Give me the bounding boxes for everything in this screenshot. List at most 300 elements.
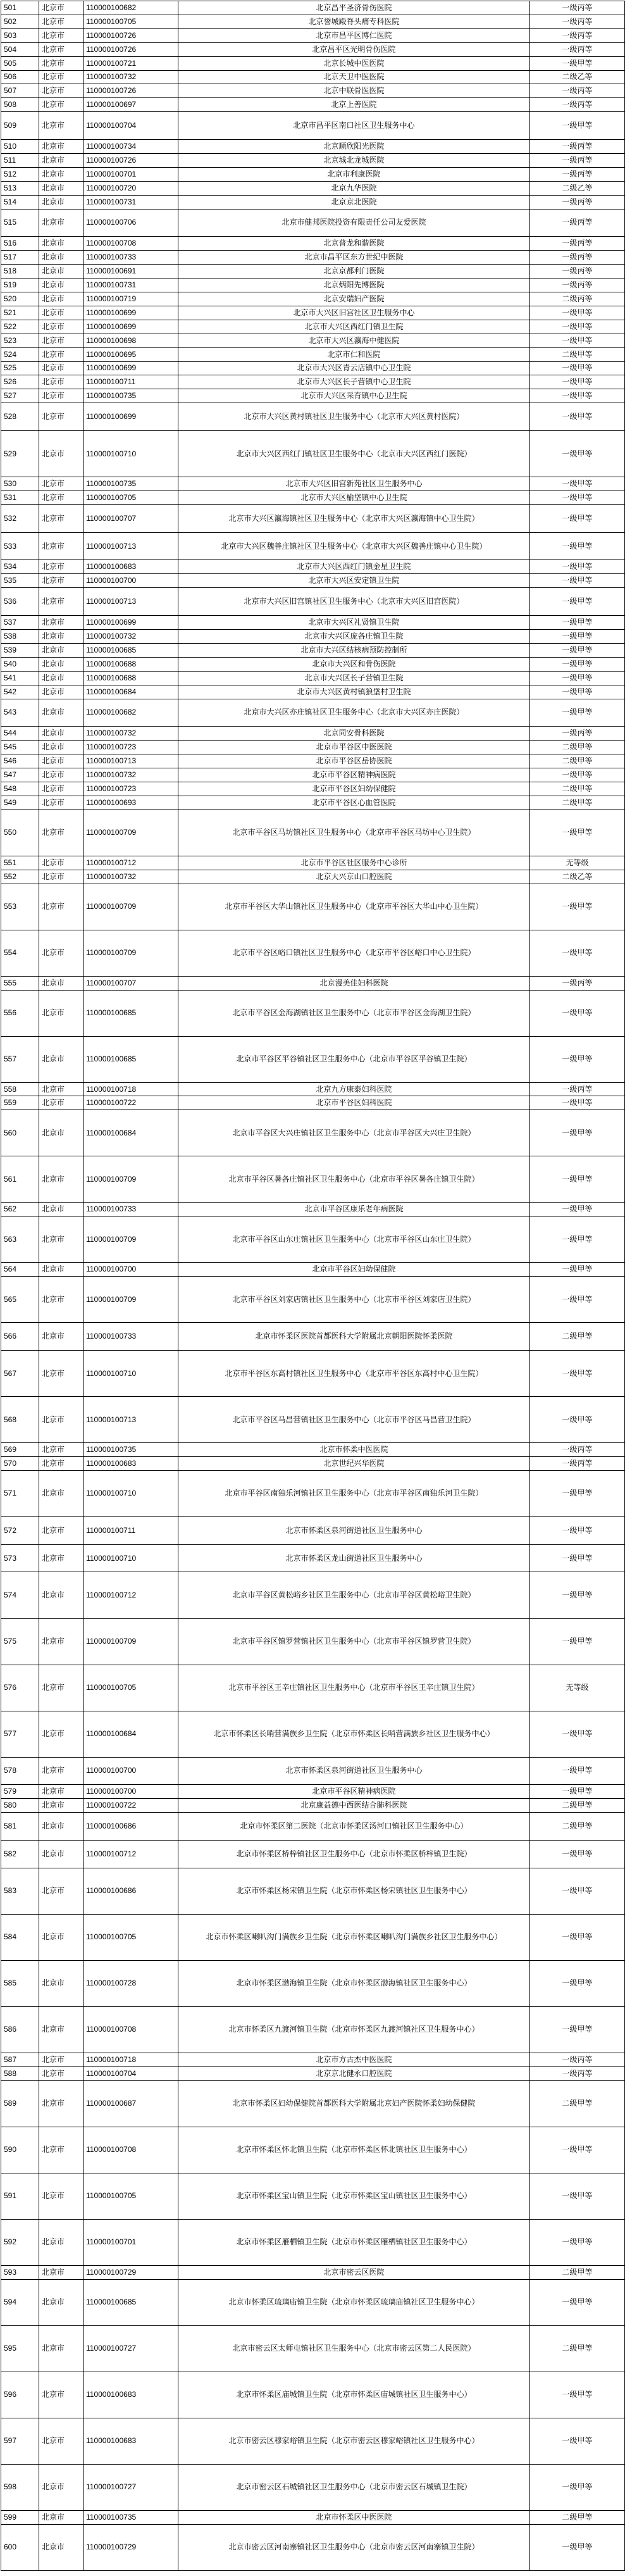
- row-number-cell: 589: [1, 2080, 39, 2127]
- grade-cell: 一级丙等: [530, 209, 625, 237]
- hospital-name-cell: 北京市平谷区马昌营镇社区卫生服务中心（北京市平谷区马昌营卫生院）: [178, 1397, 530, 1443]
- grade-cell: 一级甲等: [530, 2173, 625, 2219]
- hospital-name-cell: 北京市怀柔中医医院: [178, 1443, 530, 1457]
- row-number-cell: 546: [1, 754, 39, 768]
- city-cell: 北京市: [39, 1757, 84, 1785]
- institution-code-cell: 110000100693: [84, 796, 178, 810]
- institution-code-cell: 110000100732: [84, 70, 178, 84]
- grade-cell: 一级甲等: [530, 1351, 625, 1397]
- table-row: [1, 629, 625, 643]
- city-cell: 北京市: [39, 403, 84, 431]
- city-cell: 北京市: [39, 209, 84, 237]
- city-cell: 北京市: [39, 1618, 84, 1665]
- row-number-cell: 597: [1, 2418, 39, 2464]
- row-number-cell: 594: [1, 2279, 39, 2325]
- hospital-name-cell: 北京市平谷区山东庄镇社区卫生服务中心（北京市平谷区山东庄卫生院）: [178, 1216, 530, 1263]
- city-cell: 北京市: [39, 140, 84, 154]
- table-row: [1, 2510, 625, 2524]
- hospital-name-cell: 北京天卫中医医院: [178, 70, 530, 84]
- institution-code-cell: 110000100732: [84, 629, 178, 643]
- city-cell: 北京市: [39, 2173, 84, 2219]
- grade-cell: 一级丙等: [530, 2066, 625, 2080]
- grade-cell: 一级甲等: [530, 884, 625, 930]
- row-number-cell: 552: [1, 870, 39, 884]
- institution-code-cell: 110000100701: [84, 167, 178, 181]
- row-number-cell: 507: [1, 84, 39, 98]
- institution-code-cell: 110000100684: [84, 685, 178, 699]
- city-cell: 北京市: [39, 976, 84, 990]
- grade-cell: 一级丙等: [530, 42, 625, 56]
- table-row: [1, 1914, 625, 1960]
- row-number-cell: 532: [1, 504, 39, 532]
- grade-cell: 无等级: [530, 1665, 625, 1711]
- hospital-name-cell: 北京誉城殿脊头痛专科医院: [178, 15, 530, 28]
- table-row: [1, 754, 625, 768]
- city-cell: 北京市: [39, 56, 84, 70]
- row-number-cell: 525: [1, 361, 39, 375]
- row-number-cell: 564: [1, 1263, 39, 1277]
- institution-code-cell: 110000100709: [84, 884, 178, 930]
- hospital-name-cell: 北京市大兴区长子营镇中心卫生院: [178, 375, 530, 389]
- city-cell: 北京市: [39, 2524, 84, 2570]
- institution-code-cell: 110000100686: [84, 1868, 178, 1914]
- city-cell: 北京市: [39, 685, 84, 699]
- grade-cell: 一级丙等: [530, 84, 625, 98]
- table-row: [1, 278, 625, 292]
- table-body: [1, 1, 625, 2571]
- grade-cell: 一级甲等: [530, 1397, 625, 1443]
- grade-cell: 一级甲等: [530, 477, 625, 491]
- city-cell: 北京市: [39, 2418, 84, 2464]
- institution-code-cell: 110000100691: [84, 265, 178, 278]
- city-cell: 北京市: [39, 491, 84, 504]
- grade-cell: 一级丙等: [530, 1456, 625, 1470]
- grade-cell: 一级甲等: [530, 389, 625, 403]
- table-row: [1, 347, 625, 361]
- institution-code-cell: 110000100705: [84, 15, 178, 28]
- hospital-name-cell: 北京市大兴区旧宫新苑社区卫生服务中心: [178, 477, 530, 491]
- institution-code-cell: 110000100699: [84, 361, 178, 375]
- hospital-name-cell: 北京市昌平区博仁医院: [178, 28, 530, 42]
- hospital-name-cell: 北京市大兴区采育镇中心卫生院: [178, 389, 530, 403]
- grade-cell: 二级甲等: [530, 347, 625, 361]
- row-number-cell: 505: [1, 56, 39, 70]
- institution-code-cell: 110000100684: [84, 1110, 178, 1156]
- institution-code-cell: 110000100727: [84, 2464, 178, 2510]
- row-number-cell: 573: [1, 1544, 39, 1572]
- city-cell: 北京市: [39, 1914, 84, 1960]
- row-number-cell: 537: [1, 616, 39, 630]
- row-number-cell: 530: [1, 477, 39, 491]
- hospital-name-cell: 北京安瑞妇产医院: [178, 292, 530, 306]
- institution-code-cell: 110000100735: [84, 2510, 178, 2524]
- grade-cell: 一级甲等: [530, 990, 625, 1036]
- grade-cell: 二级乙等: [530, 181, 625, 195]
- table-row: [1, 574, 625, 588]
- hospital-name-cell: 北京市怀柔区第二医院（北京市怀柔区汤河口镇社区卫生服务中心）: [178, 1813, 530, 1841]
- institution-code-cell: 110000100727: [84, 2325, 178, 2372]
- row-number-cell: 541: [1, 671, 39, 685]
- hospital-name-cell: 北京市平谷区岳协医院: [178, 754, 530, 768]
- hospital-name-cell: 北京市怀柔区中医医院: [178, 2510, 530, 2524]
- hospital-name-cell: 北京市昌平区东方世纪中医院: [178, 251, 530, 265]
- hospital-name-cell: 北京市大兴区瀛海镇社区卫生服务中心（北京市大兴区瀛海镇中心卫生院）: [178, 504, 530, 532]
- hospital-name-cell: 北京市大兴区和骨伤医院: [178, 657, 530, 671]
- grade-cell: 一级甲等: [530, 1757, 625, 1785]
- hospital-name-cell: 北京市怀柔区妇幼保健院首都医科大学附属北京妇产医院怀柔妇幼保健院: [178, 2080, 530, 2127]
- institution-code-cell: 110000100726: [84, 28, 178, 42]
- grade-cell: 二级甲等: [530, 796, 625, 810]
- grade-cell: 一级丙等: [530, 251, 625, 265]
- hospital-name-cell: 北京市平谷区峪口镇社区卫生服务中心（北京市平谷区峪口中心卫生院）: [178, 930, 530, 976]
- hospital-name-cell: 北京市方古杰中医医院: [178, 2053, 530, 2066]
- hospital-name-cell: 北京同安骨科医院: [178, 727, 530, 741]
- institution-code-cell: 110000100718: [84, 1082, 178, 1096]
- grade-cell: 一级甲等: [530, 1960, 625, 2006]
- grade-cell: 一级丙等: [530, 167, 625, 181]
- table-row: [1, 657, 625, 671]
- row-number-cell: 560: [1, 1110, 39, 1156]
- institution-code-cell: 110000100700: [84, 1263, 178, 1277]
- hospital-name-cell: 北京市怀柔区琉璃庙镇卫生院（北京市怀柔区琉璃庙镇社区卫生服务中心）: [178, 2279, 530, 2325]
- table-row: [1, 389, 625, 403]
- grade-cell: 一级丙等: [530, 15, 625, 28]
- table-row: [1, 56, 625, 70]
- row-number-cell: 504: [1, 42, 39, 56]
- table-row: [1, 588, 625, 616]
- institution-code-cell: 110000100711: [84, 1516, 178, 1544]
- hospital-name-cell: 北京市大兴区旧宫社区卫生服务中心: [178, 306, 530, 320]
- table-row: [1, 870, 625, 884]
- city-cell: 北京市: [39, 1665, 84, 1711]
- table-row: [1, 990, 625, 1036]
- institution-code-cell: 110000100723: [84, 782, 178, 796]
- grade-cell: 一级丙等: [530, 195, 625, 209]
- table-row: [1, 643, 625, 657]
- grade-cell: 一级甲等: [530, 657, 625, 671]
- grade-cell: 一级丙等: [530, 727, 625, 741]
- row-number-cell: 592: [1, 2219, 39, 2265]
- table-row: [1, 2066, 625, 2080]
- institution-code-cell: 110000100713: [84, 754, 178, 768]
- institution-code-cell: 110000100709: [84, 810, 178, 856]
- table-row: [1, 477, 625, 491]
- grade-cell: 一级丙等: [530, 98, 625, 112]
- institution-code-cell: 110000100733: [84, 1203, 178, 1216]
- city-cell: 北京市: [39, 1156, 84, 1203]
- grade-cell: 一级甲等: [530, 588, 625, 616]
- city-cell: 北京市: [39, 1813, 84, 1841]
- hospital-name-cell: 北京市怀柔区怀北镇卫生院（北京市怀柔区怀北镇社区卫生服务中心）: [178, 2127, 530, 2173]
- hospital-name-cell: 北京市怀柔区医院首都医科大学附属北京朝阳医院怀柔医院: [178, 1323, 530, 1351]
- row-number-cell: 518: [1, 265, 39, 278]
- grade-cell: 二级甲等: [530, 741, 625, 754]
- institution-code-cell: 110000100684: [84, 1711, 178, 1757]
- hospital-name-cell: 北京康益德中西医结合肺科医院: [178, 1799, 530, 1813]
- row-number-cell: 502: [1, 15, 39, 28]
- institution-code-cell: 110000100695: [84, 347, 178, 361]
- table-row: [1, 1397, 625, 1443]
- hospital-name-cell: 北京昌平区光明骨伤医院: [178, 42, 530, 56]
- grade-cell: 一级甲等: [530, 574, 625, 588]
- row-number-cell: 543: [1, 699, 39, 727]
- city-cell: 北京市: [39, 2279, 84, 2325]
- grade-cell: 二级丙等: [530, 292, 625, 306]
- row-number-cell: 539: [1, 643, 39, 657]
- row-number-cell: 523: [1, 334, 39, 347]
- table-row: [1, 782, 625, 796]
- city-cell: 北京市: [39, 98, 84, 112]
- city-cell: 北京市: [39, 1711, 84, 1757]
- hospital-name-cell: 北京市大兴区结核病预防控制所: [178, 643, 530, 657]
- institution-code-cell: 110000100697: [84, 98, 178, 112]
- row-number-cell: 535: [1, 574, 39, 588]
- table-row: [1, 1516, 625, 1544]
- institution-code-cell: 110000100713: [84, 532, 178, 560]
- city-cell: 北京市: [39, 153, 84, 167]
- hospital-name-cell: 北京上善医院: [178, 98, 530, 112]
- hospital-name-cell: 北京昌平圣济骨伤医院: [178, 1, 530, 15]
- city-cell: 北京市: [39, 768, 84, 782]
- institution-code-cell: 110000100708: [84, 237, 178, 251]
- grade-cell: 一级甲等: [530, 2418, 625, 2464]
- table-row: [1, 741, 625, 754]
- institution-code-cell: 110000100711: [84, 375, 178, 389]
- table-row: [1, 2372, 625, 2418]
- hospital-name-cell: 北京市怀柔区杨宋镇卫生院（北京市怀柔区杨宋镇社区卫生服务中心）: [178, 1868, 530, 1914]
- row-number-cell: 558: [1, 1082, 39, 1096]
- grade-cell: 一级甲等: [530, 1263, 625, 1277]
- table-row: [1, 153, 625, 167]
- hospital-name-cell: 北京市平谷区社区服务中心诊所: [178, 856, 530, 870]
- city-cell: 北京市: [39, 2006, 84, 2053]
- institution-code-cell: 110000100709: [84, 1277, 178, 1323]
- grade-cell: 一级甲等: [530, 431, 625, 477]
- table-row: [1, 1216, 625, 1263]
- grade-cell: 一级丙等: [530, 1443, 625, 1457]
- hospital-name-cell: 北京市大兴区黄村镇狼垡村卫生院: [178, 685, 530, 699]
- row-number-cell: 553: [1, 884, 39, 930]
- city-cell: 北京市: [39, 1470, 84, 1516]
- row-number-cell: 577: [1, 1711, 39, 1757]
- grade-cell: 一级甲等: [530, 504, 625, 532]
- row-number-cell: 542: [1, 685, 39, 699]
- row-number-cell: 567: [1, 1351, 39, 1397]
- table-row: [1, 768, 625, 782]
- grade-cell: 一级甲等: [530, 1203, 625, 1216]
- institution-code-cell: 110000100728: [84, 1960, 178, 2006]
- grade-cell: 一级甲等: [530, 2127, 625, 2173]
- city-cell: 北京市: [39, 389, 84, 403]
- row-number-cell: 547: [1, 768, 39, 782]
- hospital-name-cell: 北京市平谷区大华山镇社区卫生服务中心（北京市平谷区大华山中心卫生院）: [178, 884, 530, 930]
- row-number-cell: 588: [1, 2066, 39, 2080]
- city-cell: 北京市: [39, 237, 84, 251]
- city-cell: 北京市: [39, 167, 84, 181]
- row-number-cell: 540: [1, 657, 39, 671]
- table-row: [1, 1203, 625, 1216]
- table-row: [1, 84, 625, 98]
- table-row: [1, 334, 625, 347]
- hospital-name-cell: 北京市平谷区镇罗营镇社区卫生服务中心（北京市平谷区镇罗营卫生院）: [178, 1618, 530, 1665]
- city-cell: 北京市: [39, 1516, 84, 1544]
- table-row: [1, 810, 625, 856]
- hospital-name-cell: 北京市平谷区妇科医院: [178, 1096, 530, 1110]
- grade-cell: 二级甲等: [530, 2080, 625, 2127]
- hospital-name-cell: 北京市平谷区马坊镇社区卫生服务中心（北京市平谷区马坊中心卫生院）: [178, 810, 530, 856]
- grade-cell: 一级甲等: [530, 1470, 625, 1516]
- row-number-cell: 598: [1, 2464, 39, 2510]
- grade-cell: 一级甲等: [530, 699, 625, 727]
- institution-code-cell: 110000100683: [84, 2372, 178, 2418]
- grade-cell: 一级甲等: [530, 2524, 625, 2570]
- city-cell: 北京市: [39, 870, 84, 884]
- table-row: [1, 2053, 625, 2066]
- row-number-cell: 574: [1, 1572, 39, 1618]
- institution-code-cell: 110000100699: [84, 306, 178, 320]
- grade-cell: 一级甲等: [530, 629, 625, 643]
- institution-code-cell: 110000100732: [84, 727, 178, 741]
- table-row: [1, 1711, 625, 1757]
- hospital-name-cell: 北京市大兴区青云店镇中心卫生院: [178, 361, 530, 375]
- row-number-cell: 575: [1, 1618, 39, 1665]
- city-cell: 北京市: [39, 532, 84, 560]
- grade-cell: 一级甲等: [530, 491, 625, 504]
- table-row: [1, 1470, 625, 1516]
- hospital-name-cell: 北京炳阳先博医院: [178, 278, 530, 292]
- table-row: [1, 930, 625, 976]
- table-row: [1, 1263, 625, 1277]
- hospital-name-cell: 北京市大兴区安定镇卫生院: [178, 574, 530, 588]
- hospital-name-cell: 北京市平谷区精神病医院: [178, 1785, 530, 1799]
- institution-code-cell: 110000100726: [84, 84, 178, 98]
- grade-cell: 一级丙等: [530, 1082, 625, 1096]
- hospital-name-cell: 北京市平谷区南独乐河镇社区卫生服务中心（北京市平谷区南独乐河卫生院）: [178, 1470, 530, 1516]
- row-number-cell: 570: [1, 1456, 39, 1470]
- table-row: [1, 1, 625, 15]
- city-cell: 北京市: [39, 1544, 84, 1572]
- grade-cell: 一级甲等: [530, 306, 625, 320]
- table-row: [1, 532, 625, 560]
- table-row: [1, 306, 625, 320]
- table-row: [1, 181, 625, 195]
- city-cell: 北京市: [39, 1203, 84, 1216]
- institution-code-cell: 110000100726: [84, 42, 178, 56]
- institution-code-cell: 110000100735: [84, 1443, 178, 1457]
- grade-cell: 一级甲等: [530, 1216, 625, 1263]
- row-number-cell: 578: [1, 1757, 39, 1785]
- institution-code-cell: 110000100707: [84, 976, 178, 990]
- table-row: [1, 504, 625, 532]
- table-row: [1, 2127, 625, 2173]
- row-number-cell: 549: [1, 796, 39, 810]
- institution-code-cell: 110000100700: [84, 574, 178, 588]
- grade-cell: 一级甲等: [530, 1110, 625, 1156]
- grade-cell: 一级甲等: [530, 1914, 625, 1960]
- grade-cell: 一级甲等: [530, 2006, 625, 2053]
- city-cell: 北京市: [39, 2066, 84, 2080]
- hospital-name-cell: 北京九华医院: [178, 181, 530, 195]
- hospital-name-cell: 北京市怀柔区雁栖镇卫生院（北京市怀柔区雁栖镇社区卫生服务中心）: [178, 2219, 530, 2265]
- grade-cell: 一级丙等: [530, 28, 625, 42]
- table-row: [1, 884, 625, 930]
- grade-cell: 一级甲等: [530, 810, 625, 856]
- hospital-name-cell: 北京市平谷区中医医院: [178, 741, 530, 754]
- city-cell: 北京市: [39, 84, 84, 98]
- hospital-name-cell: 北京市大兴区亦庄镇社区卫生服务中心（北京市大兴区亦庄医院）: [178, 699, 530, 727]
- row-number-cell: 514: [1, 195, 39, 209]
- grade-cell: 一级甲等: [530, 560, 625, 574]
- grade-cell: 二级甲等: [530, 754, 625, 768]
- city-cell: 北京市: [39, 504, 84, 532]
- city-cell: 北京市: [39, 741, 84, 754]
- hospital-name-cell: 北京市平谷区康乐老年病医院: [178, 1203, 530, 1216]
- grade-cell: 一级甲等: [530, 616, 625, 630]
- institution-code-cell: 110000100700: [84, 1785, 178, 1799]
- city-cell: 北京市: [39, 657, 84, 671]
- institution-code-cell: 110000100682: [84, 1, 178, 15]
- city-cell: 北京市: [39, 1110, 84, 1156]
- grade-cell: 一级甲等: [530, 1840, 625, 1868]
- institution-code-cell: 110000100710: [84, 1470, 178, 1516]
- hospital-name-cell: 北京普龙和谐医院: [178, 237, 530, 251]
- hospital-name-cell: 北京市怀柔区庙城镇卫生院（北京市怀柔区庙城镇社区卫生服务中心）: [178, 2372, 530, 2418]
- institution-code-cell: 110000100722: [84, 1096, 178, 1110]
- grade-cell: 二级乙等: [530, 70, 625, 84]
- table-row: [1, 1665, 625, 1711]
- grade-cell: 一级甲等: [530, 320, 625, 334]
- grade-cell: 一级丙等: [530, 278, 625, 292]
- grade-cell: 一级甲等: [530, 1516, 625, 1544]
- hospital-name-cell: 北京市平谷区妇幼保健院: [178, 782, 530, 796]
- institution-code-cell: 110000100710: [84, 1351, 178, 1397]
- row-number-cell: 521: [1, 306, 39, 320]
- table-row: [1, 167, 625, 181]
- row-number-cell: 584: [1, 1914, 39, 1960]
- table-row: [1, 1799, 625, 1813]
- hospital-name-cell: 北京京北健永口腔医院: [178, 2066, 530, 2080]
- grade-cell: 一级甲等: [530, 2464, 625, 2510]
- table-row: [1, 28, 625, 42]
- table-row: [1, 1277, 625, 1323]
- grade-cell: 二级乙等: [530, 870, 625, 884]
- hospital-name-cell: 北京市大兴区瀛海中健医院: [178, 334, 530, 347]
- city-cell: 北京市: [39, 306, 84, 320]
- hospital-name-cell: 北京市平谷区暑各庄镇社区卫生服务中心（北京市平谷区暑各庄镇卫生院）: [178, 1156, 530, 1203]
- hospital-name-cell: 北京市密云区河南寨镇社区卫生服务中心（北京市密云区河南寨镇卫生院）: [178, 2524, 530, 2570]
- city-cell: 北京市: [39, 1096, 84, 1110]
- grade-cell: 二级甲等: [530, 1799, 625, 1813]
- hospital-name-cell: 北京市怀柔区渤海镇卫生院（北京市怀柔区渤海镇社区卫生服务中心）: [178, 1960, 530, 2006]
- grade-cell: 一级甲等: [530, 375, 625, 389]
- institution-code-cell: 110000100685: [84, 643, 178, 657]
- row-number-cell: 522: [1, 320, 39, 334]
- table-row: [1, 616, 625, 630]
- city-cell: 北京市: [39, 1799, 84, 1813]
- table-row: [1, 1443, 625, 1457]
- city-cell: 北京市: [39, 320, 84, 334]
- institution-code-cell: 110000100712: [84, 1840, 178, 1868]
- institution-code-cell: 110000100708: [84, 2127, 178, 2173]
- table-row: [1, 15, 625, 28]
- institution-code-cell: 110000100729: [84, 2524, 178, 2570]
- grade-cell: 一级丙等: [530, 140, 625, 154]
- table-row: [1, 2265, 625, 2279]
- city-cell: 北京市: [39, 643, 84, 657]
- institution-code-cell: 110000100688: [84, 657, 178, 671]
- row-number-cell: 551: [1, 856, 39, 870]
- table-row: [1, 1323, 625, 1351]
